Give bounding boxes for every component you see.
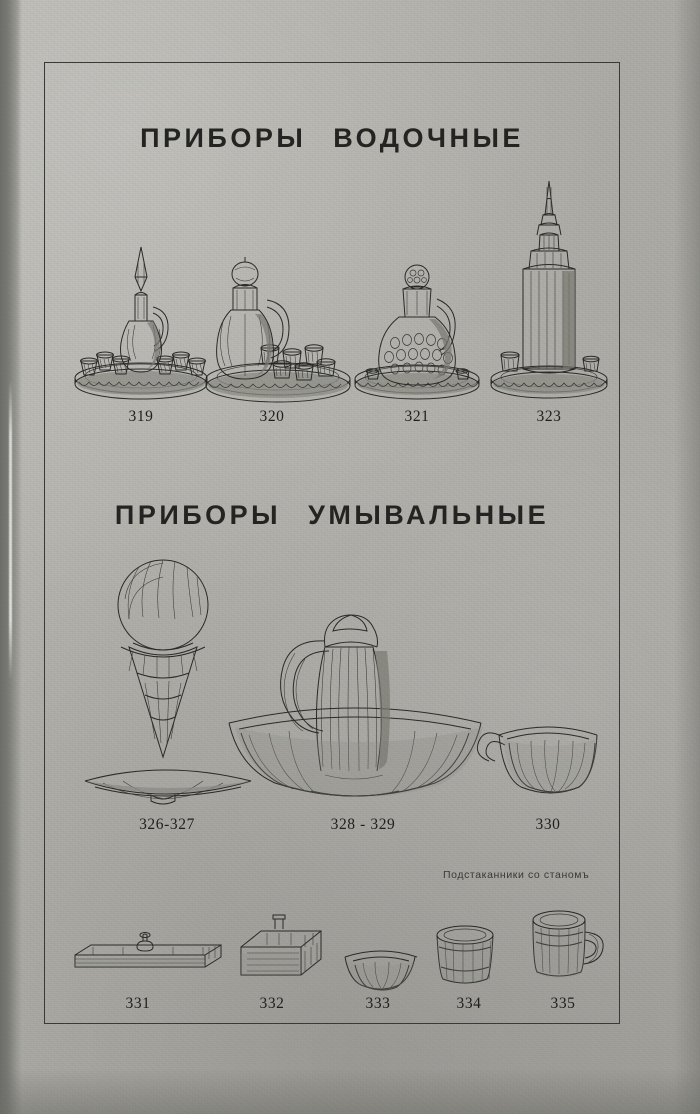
caption-328-329: 328 - 329 xyxy=(330,816,396,833)
figure-320 xyxy=(193,238,363,408)
figure-334 xyxy=(421,913,511,998)
caption-335: 335 xyxy=(550,995,576,1012)
page-border-frame xyxy=(44,62,620,1024)
caption-321: 321 xyxy=(404,408,430,425)
figure-330 xyxy=(473,703,613,813)
figure-331 xyxy=(63,925,233,995)
figure-333 xyxy=(337,943,427,998)
caption-320: 320 xyxy=(259,408,285,425)
caption-323: 323 xyxy=(536,408,562,425)
figure-335 xyxy=(507,898,617,998)
caption-333: 333 xyxy=(365,995,391,1012)
figure-323 xyxy=(479,173,619,408)
right-edge-shadow xyxy=(674,0,700,1114)
figure-321 xyxy=(345,233,495,408)
section-heading-umyvalnye: ПРИБОРЫ УМЫВАЛЬНЫЕ xyxy=(114,500,550,530)
caption-326-327: 326-327 xyxy=(139,816,195,833)
section-heading-vodochnye: ПРИБОРЫ ВОДОЧНЫЕ xyxy=(140,123,524,153)
figure-328-329 xyxy=(225,575,485,815)
caption-319: 319 xyxy=(128,408,154,425)
caption-330: 330 xyxy=(535,816,561,833)
page-gutter-highlight xyxy=(9,380,12,680)
caption-331: 331 xyxy=(125,995,151,1012)
caption-334: 334 xyxy=(456,995,482,1012)
note-podstakanniki: Подстаканники со станомъ xyxy=(443,869,590,881)
bottom-edge-shadow xyxy=(0,1068,700,1114)
figure-332 xyxy=(227,903,337,998)
caption-332: 332 xyxy=(259,995,285,1012)
